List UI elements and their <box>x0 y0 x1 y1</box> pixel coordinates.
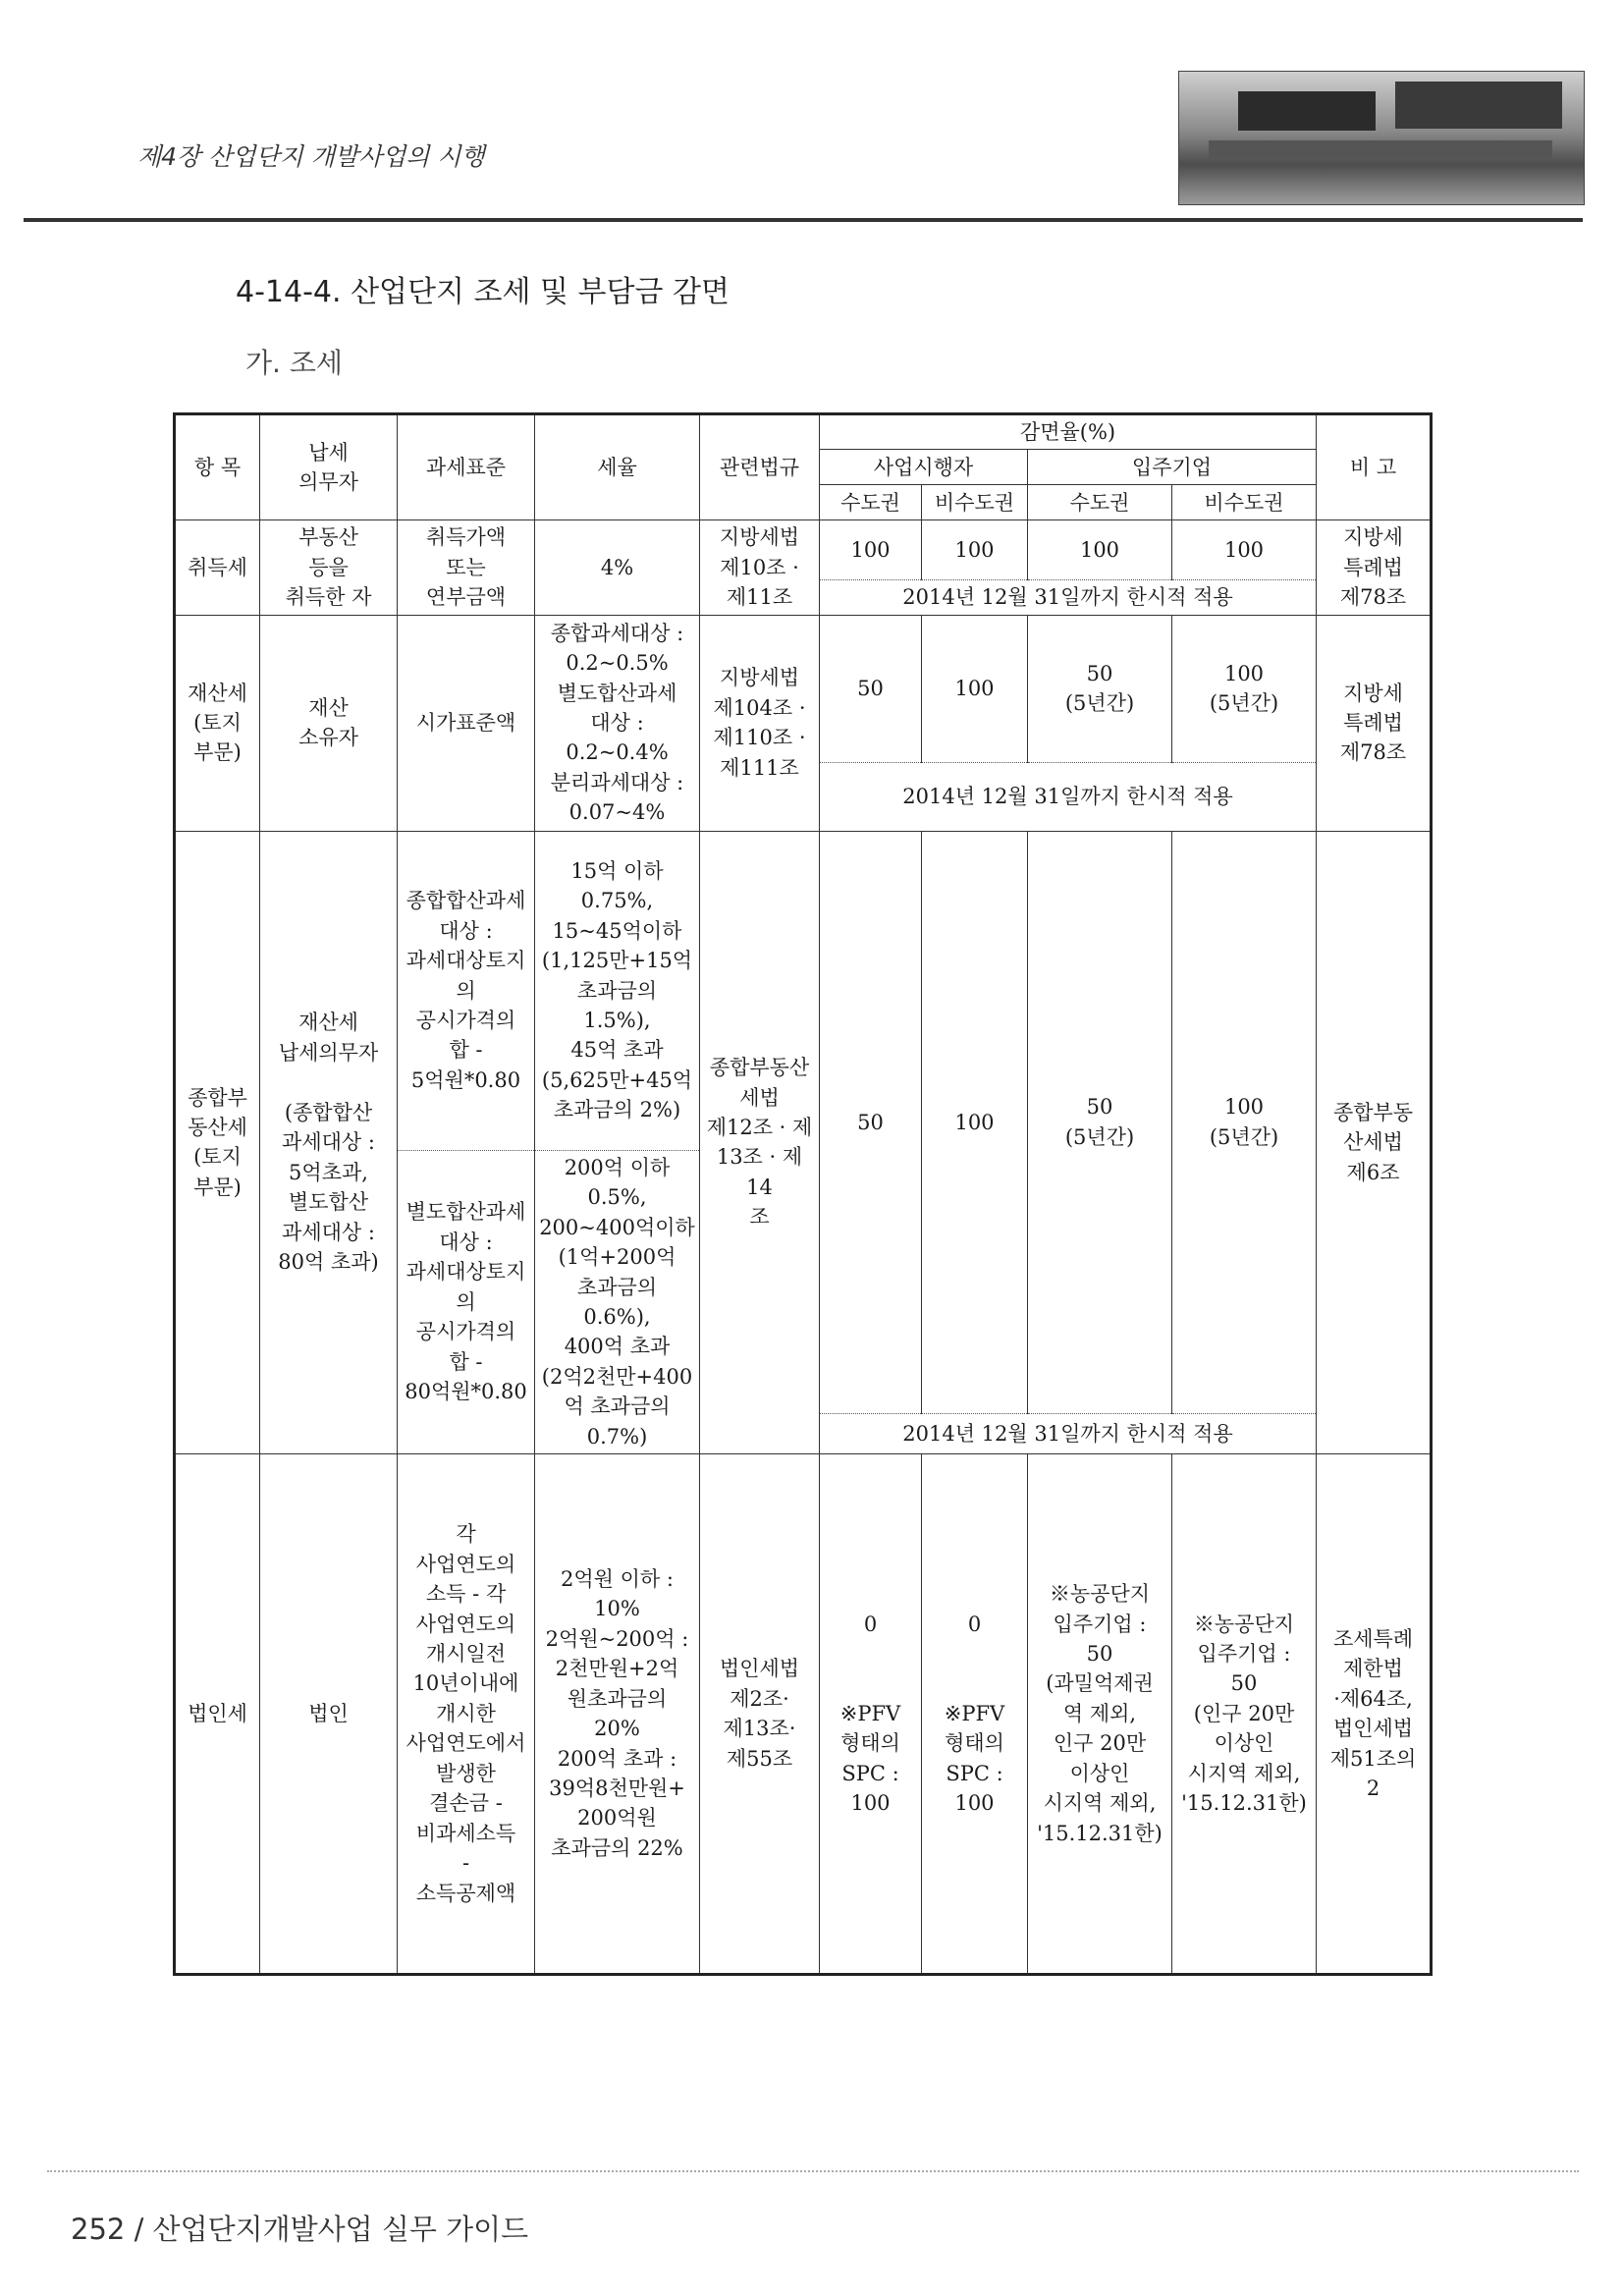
corp-payer: 법인 <box>260 1454 398 1975</box>
tax-table <box>173 412 1433 1976</box>
table-row <box>175 831 1432 1150</box>
prop-payer: 재산 소유자 <box>260 615 398 831</box>
corp-ten-noncapital: ※농공단지 입주기업 : 50 (인구 20만 이상인 시지역 제외, '15.12.31한) <box>1172 1454 1317 1975</box>
acq-note: 지방세 특례법 제78조 <box>1317 520 1432 615</box>
header-row <box>175 414 1432 450</box>
header-base: 과세표준 <box>398 414 535 520</box>
header-rule <box>24 218 1583 222</box>
header-note: 비 고 <box>1317 414 1432 520</box>
header-law: 관련법규 <box>700 414 820 520</box>
prop-item: 재산세 (토지 부문) <box>175 615 260 831</box>
corp-law: 법인세법 제2조· 제13조· 제55조 <box>700 1454 820 1975</box>
comp-dev-noncapital: 100 <box>922 831 1028 1413</box>
header-ten-capital: 수도권 <box>1028 485 1172 520</box>
corp-item: 법인세 <box>175 1454 260 1975</box>
prop-base: 시가표준액 <box>398 615 535 831</box>
corp-base: 각 사업연도의 소득 - 각 사업연도의 개시일전 10년이내에 개시한 사업연도에서 발생한 결손금 - 비과세소득 - 소득공제액 <box>398 1454 535 1975</box>
acq-payer: 부동산 등을 취득한 자 <box>260 520 398 615</box>
comp-rate-b: 200억 이하 0.5%, 200~400억이하 (1억+200억 초과금의 0.6%), 400억 초과 (2억2천만+400 억 초과금의 0.7%) <box>535 1150 700 1453</box>
comp-ten-capital: 50 (5년간) <box>1028 831 1172 1413</box>
header-rate: 세율 <box>535 414 700 520</box>
prop-ten-noncapital: 100 (5년간) <box>1172 615 1317 762</box>
acq-ten-capital: 100 <box>1028 520 1172 580</box>
table-row <box>175 520 1432 580</box>
prop-note: 지방세 특례법 제78조 <box>1317 615 1432 831</box>
header-item: 항 목 <box>175 414 260 520</box>
corp-ten-capital: ※농공단지 입주기업 : 50 (과밀억제권 역 제외, 인구 20만 이상인 시지역 제외, '15.12.31한) <box>1028 1454 1172 1975</box>
acq-dev-capital: 100 <box>820 520 922 580</box>
comp-law: 종합부동산 세법 제12조 · 제 13조 · 제14 조 <box>700 831 820 1453</box>
corp-dev-capital: 0 ※PFV 형태의 SPC : 100 <box>820 1454 922 1975</box>
header-ten-noncapital: 비수도권 <box>1172 485 1317 520</box>
comp-item: 종합부 동산세 (토지 부문) <box>175 831 260 1453</box>
page-footer: 252 / 산업단지개발사업 실무 가이드 <box>71 2213 529 2246</box>
acq-rate: 4% <box>535 520 700 615</box>
table-row <box>175 615 1432 762</box>
prop-law: 지방세법 제104조 · 제110조 · 제111조 <box>700 615 820 831</box>
comp-ten-noncapital: 100 (5년간) <box>1172 831 1317 1413</box>
comp-note: 종합부동 산세법 제6조 <box>1317 831 1432 1453</box>
comp-base-b: 별도합산과세 대상 : 과세대상토지 의 공시가격의 합 - 80억원*0.80 <box>398 1150 535 1453</box>
acq-item: 취득세 <box>175 520 260 615</box>
footer-divider <box>47 2170 1579 2172</box>
prop-ten-capital: 50 (5년간) <box>1028 615 1172 762</box>
corp-rate: 2억원 이하 : 10% 2억원~200억 : 2천만원+2억 원초과금의 20% 200억 초과 : 39억8천만원+ 200억원 초과금의 22% <box>535 1454 700 1975</box>
acq-base: 취득가액 또는 연부금액 <box>398 520 535 615</box>
comp-payer: 재산세 납세의무자 (종합합산 과세대상 : 5억초과, 별도합산 과세대상 : 80억 초과) <box>260 831 398 1453</box>
header-payer: 납세 의무자 <box>260 414 398 520</box>
acq-law: 지방세법 제10조 · 제11조 <box>700 520 820 615</box>
acq-dev-noncapital: 100 <box>922 520 1028 580</box>
comp-dev-capital: 50 <box>820 831 922 1413</box>
acq-period: 2014년 12월 31일까지 한시적 적용 <box>820 579 1317 615</box>
prop-rate: 종합과세대상 : 0.2~0.5% 별도합산과세 대상 : 0.2~0.4% 분리과세대상 : 0.07~4% <box>535 615 700 831</box>
corp-dev-noncapital: 0 ※PFV 형태의 SPC : 100 <box>922 1454 1028 1975</box>
comp-base-a: 종합합산과세 대상 : 과세대상토지 의 공시가격의 합 - 5억원*0.80 <box>398 831 535 1150</box>
prop-period: 2014년 12월 31일까지 한시적 적용 <box>820 762 1317 831</box>
section-title: 4-14-4. 산업단지 조세 및 부담금 감면 <box>236 275 730 309</box>
header-reduction: 감면율(%) <box>820 414 1317 450</box>
sub-title: 가. 조세 <box>245 347 343 379</box>
acq-ten-noncapital: 100 <box>1172 520 1317 580</box>
table-row <box>175 1454 1432 1975</box>
header-tenant: 입주기업 <box>1028 450 1317 485</box>
header-developer: 사업시행자 <box>820 450 1028 485</box>
comp-rate-a: 15억 이하 0.75%, 15~45억이하 (1,125만+15억 초과금의 1.5%), 45억 초과 (5,625만+45억 초과금의 2%) <box>535 831 700 1150</box>
corp-note: 조세특례 제한법 ·제64조, 법인세법 제51조의 2 <box>1317 1454 1432 1975</box>
header-dev-noncapital: 비수도권 <box>922 485 1028 520</box>
comp-period: 2014년 12월 31일까지 한시적 적용 <box>820 1413 1317 1453</box>
header-dev-capital: 수도권 <box>820 485 922 520</box>
header-photo <box>1178 71 1585 205</box>
chapter-header: 제4장 산업단지 개발사업의 시행 <box>137 142 485 171</box>
prop-dev-noncapital: 100 <box>922 615 1028 762</box>
prop-dev-capital: 50 <box>820 615 922 762</box>
